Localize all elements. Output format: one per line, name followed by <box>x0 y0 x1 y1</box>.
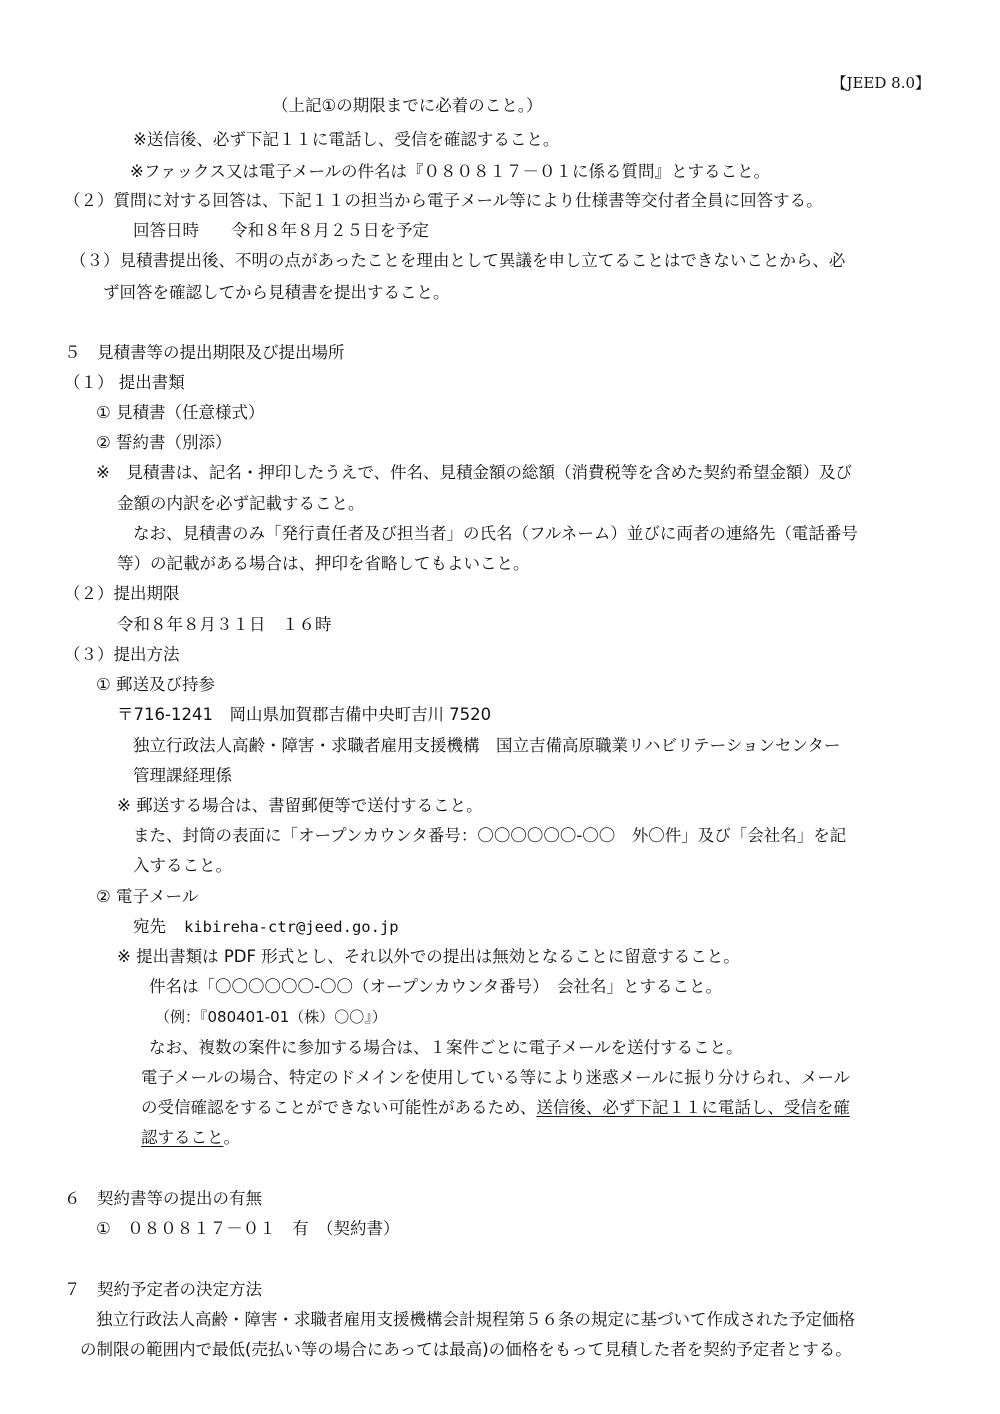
line: ※ファックス又は電子メールの件名は『０８０８１７－０１に係る質問』とすること。 <box>130 162 771 181</box>
note: 金額の内訳を必ず記載すること。 <box>117 494 365 513</box>
note: なお、見積書のみ「発行責任者及び担当者」の氏名（フルネーム）並びに両者の連絡先（電話番号 <box>133 524 858 543</box>
address-line: 独立行政法人高齢・障害・求職者雇用支援機構 国立吉備高原職業リハビリテーションセンター <box>133 736 841 755</box>
email-label: 宛先 <box>133 917 166 936</box>
line: ※送信後、必ず下記１１に電話し、受信を確認すること。 <box>133 130 560 149</box>
section-heading: ７ 契約予定者の決定方法 <box>64 1280 262 1299</box>
note: 認すること。 <box>141 1128 240 1147</box>
note: ※ 郵送する場合は、書留郵便等で送付すること。 <box>117 796 483 815</box>
note: なお、複数の案件に参加する場合は、１案件ごとに電子メールを送付すること。 <box>149 1038 743 1057</box>
underlined-text: 認すること <box>141 1128 224 1147</box>
note: 入すること。 <box>133 856 232 875</box>
line: （２）質問に対する回答は、下記１１の担当から電子メール等により仕様書等交付者全員に回答する。 <box>64 191 823 210</box>
note: （例：『080401-01（株）〇〇』） <box>155 1008 387 1026</box>
list-item: ② 誓約書（別添） <box>96 433 232 452</box>
address-line: 〒716-1241 岡山県加賀郡吉備中央町吉川 7520 <box>117 705 492 724</box>
subsection-heading: （２）提出期限 <box>64 584 180 603</box>
list-item: ② 電子メール <box>96 887 199 906</box>
list-item: ① 郵送及び持参 <box>96 675 216 694</box>
address-line: 管理課経理係 <box>133 766 232 785</box>
subsection-heading: （１） 提出書類 <box>64 373 185 392</box>
note: 件名は「〇〇〇〇〇〇-〇〇（オープンカウンタ番号） 会社名」とすること。 <box>149 977 723 996</box>
answer-date-label: 回答日時 <box>133 221 199 240</box>
note: ※ 提出書類は PDF 形式とし、それ以外での提出は無効となることに留意すること。 <box>117 947 740 966</box>
paragraph-line: 独立行政法人高齢・障害・求職者雇用支援機構会計規程第５６条の規定に基づいて作成された予定価格 <box>96 1310 855 1329</box>
section-heading: ５ 見積書等の提出期限及び提出場所 <box>64 343 345 362</box>
list-item: ① ０８０８１７－０１ 有 （契約書） <box>96 1219 400 1238</box>
note: また、封筒の表面に「オープンカウンタ番号：〇〇〇〇〇〇-〇〇 外〇件」及び「会社名」を記 <box>133 826 847 845</box>
note: の受信確認をすることができない可能性があるため、送信後、必ず下記１１に電話し、受信を確 <box>141 1098 850 1117</box>
email-address[interactable]: kibireha-ctr@jeed.go.jp <box>184 918 399 936</box>
section-heading: ６ 契約書等の提出の有無 <box>64 1189 262 1208</box>
note: 等）の記載がある場合は、押印を省略してもよいこと。 <box>117 554 530 573</box>
answer-date-value: 令和８年８月２５日を予定 <box>231 221 429 240</box>
note: ※ 見積書は、記名・押印したうえで、件名、見積金額の総額（消費税等を含めた契約希望金額）及び <box>96 463 852 482</box>
note: 電子メールの場合、特定のドメインを使用している等により迷惑メールに振り分けられ、メール <box>141 1068 851 1087</box>
line: ず回答を確認してから見積書を提出すること。 <box>103 283 450 302</box>
subsection-heading: （３）提出方法 <box>64 645 180 664</box>
underlined-text: 送信後、必ず下記１１に電話し、受信を確 <box>536 1098 850 1117</box>
line: （３）見積書提出後、不明の点があったことを理由として異議を申し立てることはできないことから、必 <box>70 251 846 270</box>
line <box>133 221 429 241</box>
list-item: ① 見積書（任意様式） <box>96 403 265 422</box>
deadline: 令和８年８月３１日 １６時 <box>117 615 332 634</box>
document-tag: 【JEED 8.0】 <box>831 74 930 92</box>
paragraph-line: の制限の範囲内で最低(売払い等の場合にあっては最高)の価格をもって見積した者を契約予定者とする。 <box>80 1340 852 1359</box>
email-line <box>133 917 399 937</box>
line: （上記①の期限までに必着のこと。） <box>272 96 543 115</box>
